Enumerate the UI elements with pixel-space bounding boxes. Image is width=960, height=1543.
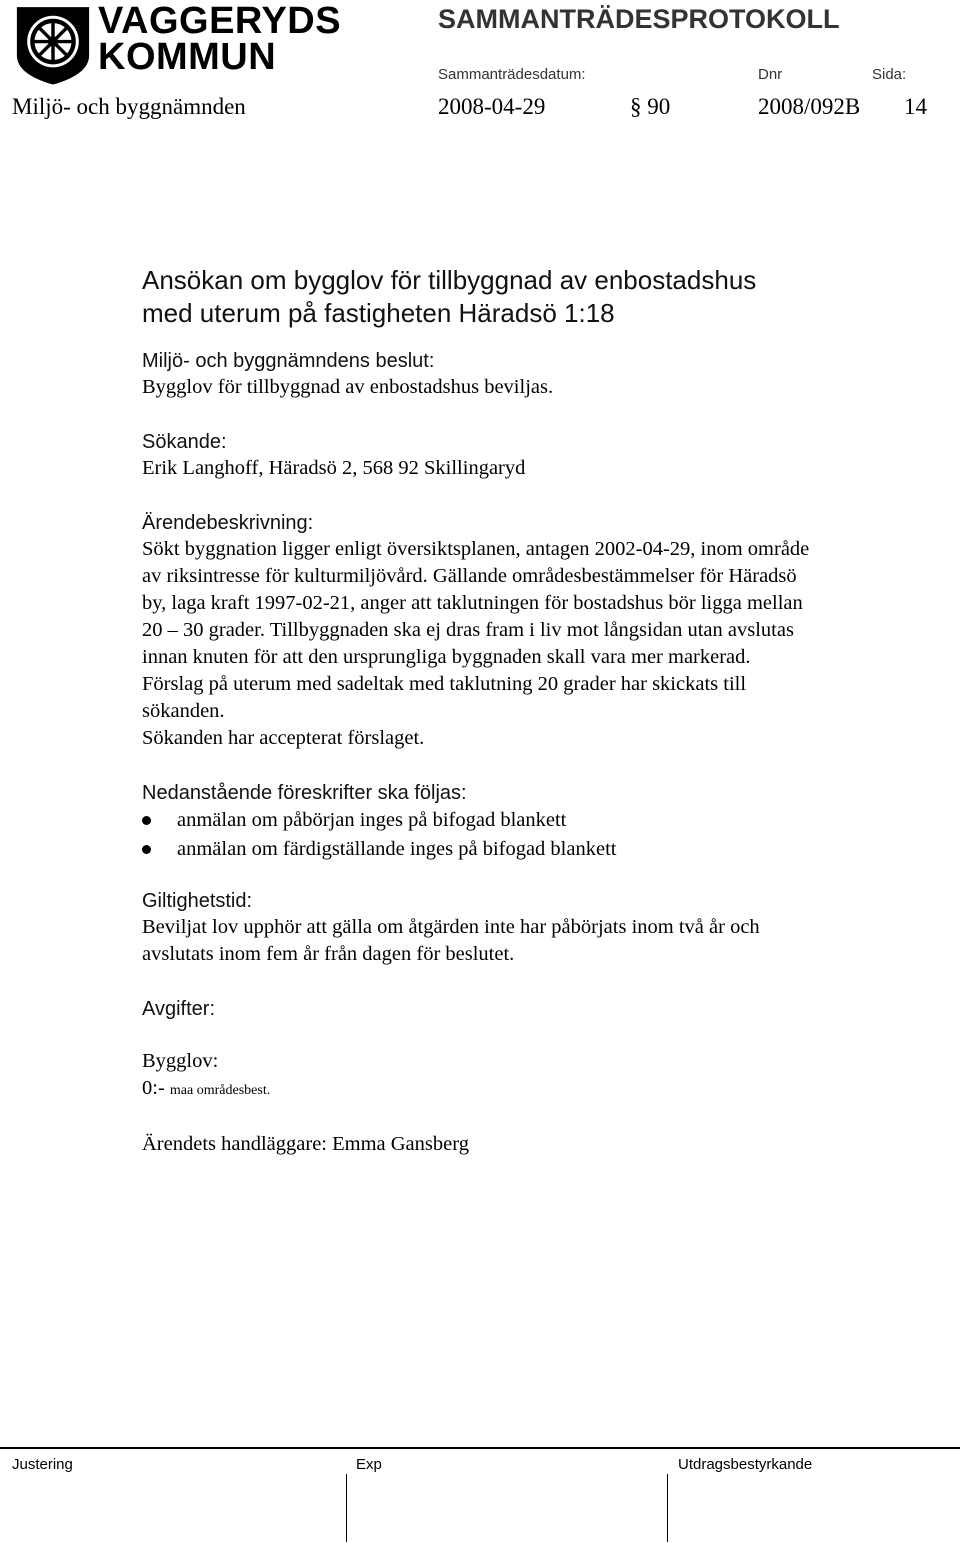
decision-heading: Miljö- och byggnämndens beslut: [142, 350, 435, 372]
logo-wordmark-line1: VAGGERYDS [98, 0, 342, 42]
footer-divider [0, 1447, 960, 1449]
fees-label: Bygglov: [142, 1050, 219, 1072]
paragraph-number: § 90 [630, 94, 671, 119]
description-line: av riksintresse för kulturmiljövård. Gällande områdesbestämmelser för Häradsö [142, 565, 797, 587]
logo-wordmark-line2: KOMMUN [98, 36, 277, 78]
applicant-text: Erik Langhoff, Häradsö 2, 568 92 Skillingaryd [142, 457, 526, 479]
case-title [142, 264, 932, 330]
case-title-line1: Ansökan om bygglov för tillbyggnad av enbostadshus [142, 265, 757, 295]
description-line: Sökanden har accepterat förslaget. [142, 727, 425, 749]
description-line: innan knuten för att den ursprungliga byggnaden skall vara mer markerad. [142, 646, 751, 668]
bullet-icon [142, 845, 151, 854]
applicant-heading: Sökande: [142, 431, 227, 453]
signature-divider [346, 1474, 347, 1542]
document-title: SAMMANTRÄDESPROTOKOLL [438, 4, 840, 34]
department-name: Miljö- och byggnämnden [12, 94, 246, 119]
case-handler: Ärendets handläggare: Emma Gansberg [142, 1133, 469, 1155]
municipality-logo [10, 2, 96, 88]
description-line: sökanden. [142, 700, 225, 722]
fees-heading: Avgifter: [142, 998, 215, 1020]
decision-text: Bygglov för tillbyggnad av enbostadshus beviljas. [142, 376, 554, 398]
fees-note: maa områdesbest. [169, 1083, 271, 1098]
dnr-label: Dnr [758, 66, 783, 83]
bullet-icon [142, 816, 151, 825]
signature-divider [667, 1474, 668, 1542]
description-line: Sökt byggnation ligger enligt översiktsplanen, antagen 2002-04-29, inom område [142, 538, 810, 560]
footer-exp-label: Exp [356, 1456, 382, 1473]
protocol-body [142, 264, 932, 1158]
description-text [142, 536, 932, 752]
description-heading: Ärendebeskrivning: [142, 512, 314, 534]
description-line: Förslag på uterum med sadeltak med taklutning 20 grader har skickats till [142, 673, 747, 695]
description-line: 20 – 30 grader. Tillbyggnaden ska ej dras fram i liv mot långsidan utan avslutas [142, 619, 794, 641]
validity-line: Beviljat lov upphör att gälla om åtgärden inte har påbörjats inom två år och [142, 916, 760, 938]
footer-justering-label: Justering [12, 1456, 73, 1473]
dnr-value: 2008/092B [758, 94, 861, 119]
case-title-line2: med uterum på fastigheten Häradsö 1:18 [142, 298, 615, 328]
footer-utdrag-label: Utdragsbestyrkande [678, 1456, 813, 1473]
list-item: anmälan om färdigställande inges på bifogad blankett [142, 835, 932, 864]
fees-amount: 0:- [142, 1077, 165, 1099]
regulations-heading: Nedanstående föreskrifter ska följas: [142, 782, 467, 804]
fees-amount-row [142, 1075, 932, 1104]
validity-heading: Giltighetstid: [142, 890, 253, 912]
meeting-date: 2008-04-29 [438, 94, 546, 119]
list-item: anmälan om påbörjan inges på bifogad blankett [142, 806, 932, 835]
page-label: Sida: [872, 66, 907, 83]
page-number: 14 [904, 94, 927, 119]
regulations-list [142, 806, 932, 864]
meeting-date-label: Sammanträdesdatum: [438, 66, 586, 83]
description-line: by, laga kraft 1997-02-21, anger att taklutningen för bostadshus bör ligga mellan [142, 592, 803, 614]
validity-line: avslutats inom fem år från dagen för beslutet. [142, 943, 515, 965]
